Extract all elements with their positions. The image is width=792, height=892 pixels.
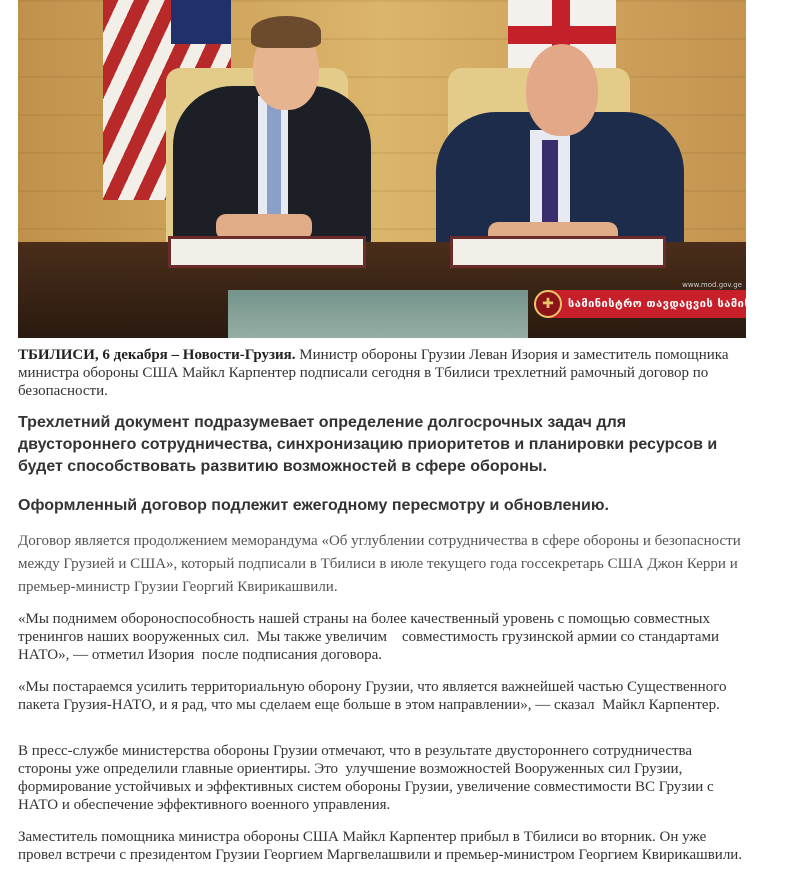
dateline: ТБИЛИСИ, 6 декабря – Новости-Грузия. (18, 347, 296, 363)
quote-izoria: «Мы поднимем обороноспособность нашей страны на более качественный уровень с помощью совместных тренингов наших вооруженных сил. Мы также увеличим совместимость грузинской армии со стандартами НАТО», — отметил Изория после подписания договора. (18, 611, 723, 663)
ministry-watermark-url: www.mod.gov.ge (682, 281, 742, 289)
article-photo (18, 0, 792, 338)
ministry-watermark (534, 281, 792, 318)
press-service-paragraph: В пресс-службе министерства обороны Грузии отмечают, что в результате двустороннего сотрудничества стороны уже определили главные ориентиры. Это улучшение возможностей Вооруженных сил Грузии, формирование устойчивых и эффективных систем обороны Грузии, увеличение совместимости ВС Грузии с НАТО и обеспечение эффективного военного управления. (18, 743, 718, 813)
ministry-emblem-icon: ✚ (534, 290, 562, 318)
ministry-watermark-text: სამინისტრო თავდაცვის სამინისტრო (568, 297, 792, 310)
document-folder-right (450, 236, 666, 268)
lead-text: Министр обороны Грузии Леван Изория и заместитель помощника министра обороны США Майкл Карпентер подписали сегодня в Тбилиси трехлетний рамочный договор по безопасности. (18, 347, 729, 399)
visit-paragraph: Заместитель помощника министра обороны США Майкл Карпентер прибыл в Тбилиси во вторник. Он уже провел встречи с президентом Грузии Георгием Маргвелашвили и премьер-министром Георгием Квирикашвили. (18, 829, 743, 863)
summary-paragraph: Трехлетний документ подразумевает определение долгосрочных задач для двустороннего сотрудничества, синхронизацию приоритетов и планировки ресурсов и будет способствовать развитию возможностей в сфере обороны. (18, 414, 718, 475)
lead-paragraph (18, 346, 748, 400)
quote-carpenter: «Мы постараемся усилить территориальную оборону Грузии, что является важнейшей частью Существенного пакета Грузия-НАТО, и я рад, что мы сделаем еще больше в этом направлении», — сказал Майкл Карпентер. (18, 679, 731, 713)
document-folder-left (168, 236, 366, 268)
review-paragraph: Оформленный договор подлежит ежегодному пересмотру и обновлению. (18, 497, 609, 514)
context-paragraph: Договор является продолжением меморандума «Об углублении сотрудничества в сфере обороны и безопасности между Грузией и США», который подписали в Тбилиси в июле текущего года госсекретарь США Джон Керри и премьер-министр Грузии Георгий Квирикашвили. (18, 533, 741, 595)
us-flag-canton (171, 0, 231, 44)
